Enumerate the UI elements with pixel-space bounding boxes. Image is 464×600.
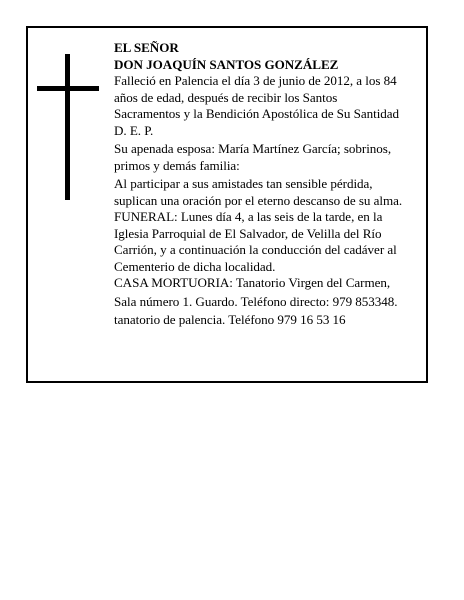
family-line-2: primos y demás familia: [114,157,240,173]
funeral-line-4: Cementerio de dicha localidad. [114,258,276,274]
death-details-line-3: Sacramentos y la Bendición Apostólica de Su Santidad [114,106,400,121]
funeral-line-3: Carrión, y a continuación la conducción del cadáver al [114,242,397,257]
family-line-1: Su apenada esposa: María Martínez García; sobrinos, [114,141,392,156]
prayer-request-line-1: Al participar a sus amistades tan sensible pérdida, [114,176,373,191]
cross-icon [37,54,99,200]
cross-horizontal-bar [37,86,99,91]
rip-line: D. E. P. [114,122,154,138]
funeral-home-line-3: tanatorio de palencia. Teléfono 979 16 53 16 [114,312,346,327]
obituary-notice [26,26,428,383]
cross-vertical-bar [65,54,70,200]
obituary-text [114,40,420,329]
funeral-line-1: FUNERAL: Lunes día 4, a las seis de la tarde, en la [114,209,383,224]
death-details-line-2: años de edad, después de recibir los Santos [114,89,338,105]
funeral-home-line-1: CASA MORTUORIA: Tanatorio Virgen del Carmen, [114,275,391,290]
prayer-request-line-2: suplican una oración por el eterno descanso de su alma. [114,192,403,208]
funeral-home-line-2: Sala número 1. Guardo. Teléfono directo: 979 853348. [114,293,398,309]
deceased-name: DON JOAQUÍN SANTOS GONZÁLEZ [114,56,339,72]
death-details-line-1: Falleció en Palencia el día 3 de junio de 2012, a los 84 [114,73,397,88]
funeral-line-2: Iglesia Parroquial de El Salvador, de Velilla del Río [114,225,382,241]
heading-line-1: EL SEÑOR [114,40,179,55]
